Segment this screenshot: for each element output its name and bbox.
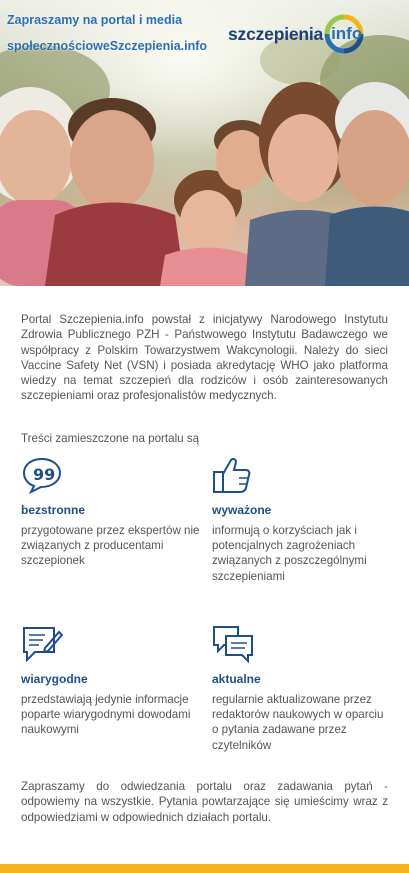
feature-title: aktualne	[212, 672, 261, 686]
feature-desc: przedstawiają jedynie informacje poparte wiarygodnymi dowodami naukowymi	[21, 693, 191, 737]
feature-desc: przygotowane przez ekspertów nie związanych z producentami szczepionek	[21, 524, 200, 568]
feature-title: wyważone	[212, 503, 272, 517]
svg-text:99: 99	[33, 465, 56, 484]
thumbs-up-icon	[212, 455, 254, 495]
chat-bubbles-icon	[212, 624, 254, 664]
footer-bar	[0, 864, 409, 873]
tagline-line-1: Zapraszamy na portal i media	[7, 13, 183, 27]
feature-desc: informują o korzyściach jak i potencjalnych zagrożeniach związanych z poszczególnymi szczepieniami	[212, 524, 367, 583]
feature-bezstronne	[21, 455, 201, 569]
intro-paragraph: Portal Szczepienia.info powstał z inicjatywy Narodowego Instytutu Zdrowia Publicznego PZH - Państwowego Instytutu Badawczego we współpracy z Polskim Towarzystwem Wakcynologii. Należy do sieci Vaccine Safety Net (VSN) i posiada akredytację WHO jako platforma wiedzy na temat szczepień dla rodziców i osób zainteresowanych szczepieniami oraz profesjonalistów medycznych.	[21, 313, 388, 403]
feature-wiarygodne	[21, 624, 201, 738]
quote-bubble-icon	[21, 455, 63, 495]
feature-aktualne	[212, 624, 392, 753]
header-tagline	[7, 7, 232, 59]
logo-word: szczepienia	[228, 23, 324, 44]
feature-desc: regularnie aktualizowane przez redaktorów naukowych w oparciu o pytania zadawane przez czytelników	[212, 693, 384, 752]
site-logo[interactable]	[228, 13, 364, 55]
features-lead: Treści zamieszczone na portalu są	[21, 432, 200, 445]
feature-title: wiarygodne	[21, 672, 88, 686]
closing-paragraph: Zapraszamy do odwiedzania portalu oraz zadawania pytań - odpowiemy na wszystkie. Pytania powtarzające się umieścimy wraz z odpowiedziami w odpowiednich działach portalu.	[21, 780, 388, 824]
feature-title: bezstronne	[21, 503, 86, 517]
color-ring-icon	[324, 14, 364, 54]
writing-bubble-icon	[21, 624, 63, 664]
tagline-line-2: społecznościoweSzczepienia.info	[7, 39, 208, 53]
feature-wywazone	[212, 455, 392, 584]
logo-suffix: info	[331, 24, 363, 43]
